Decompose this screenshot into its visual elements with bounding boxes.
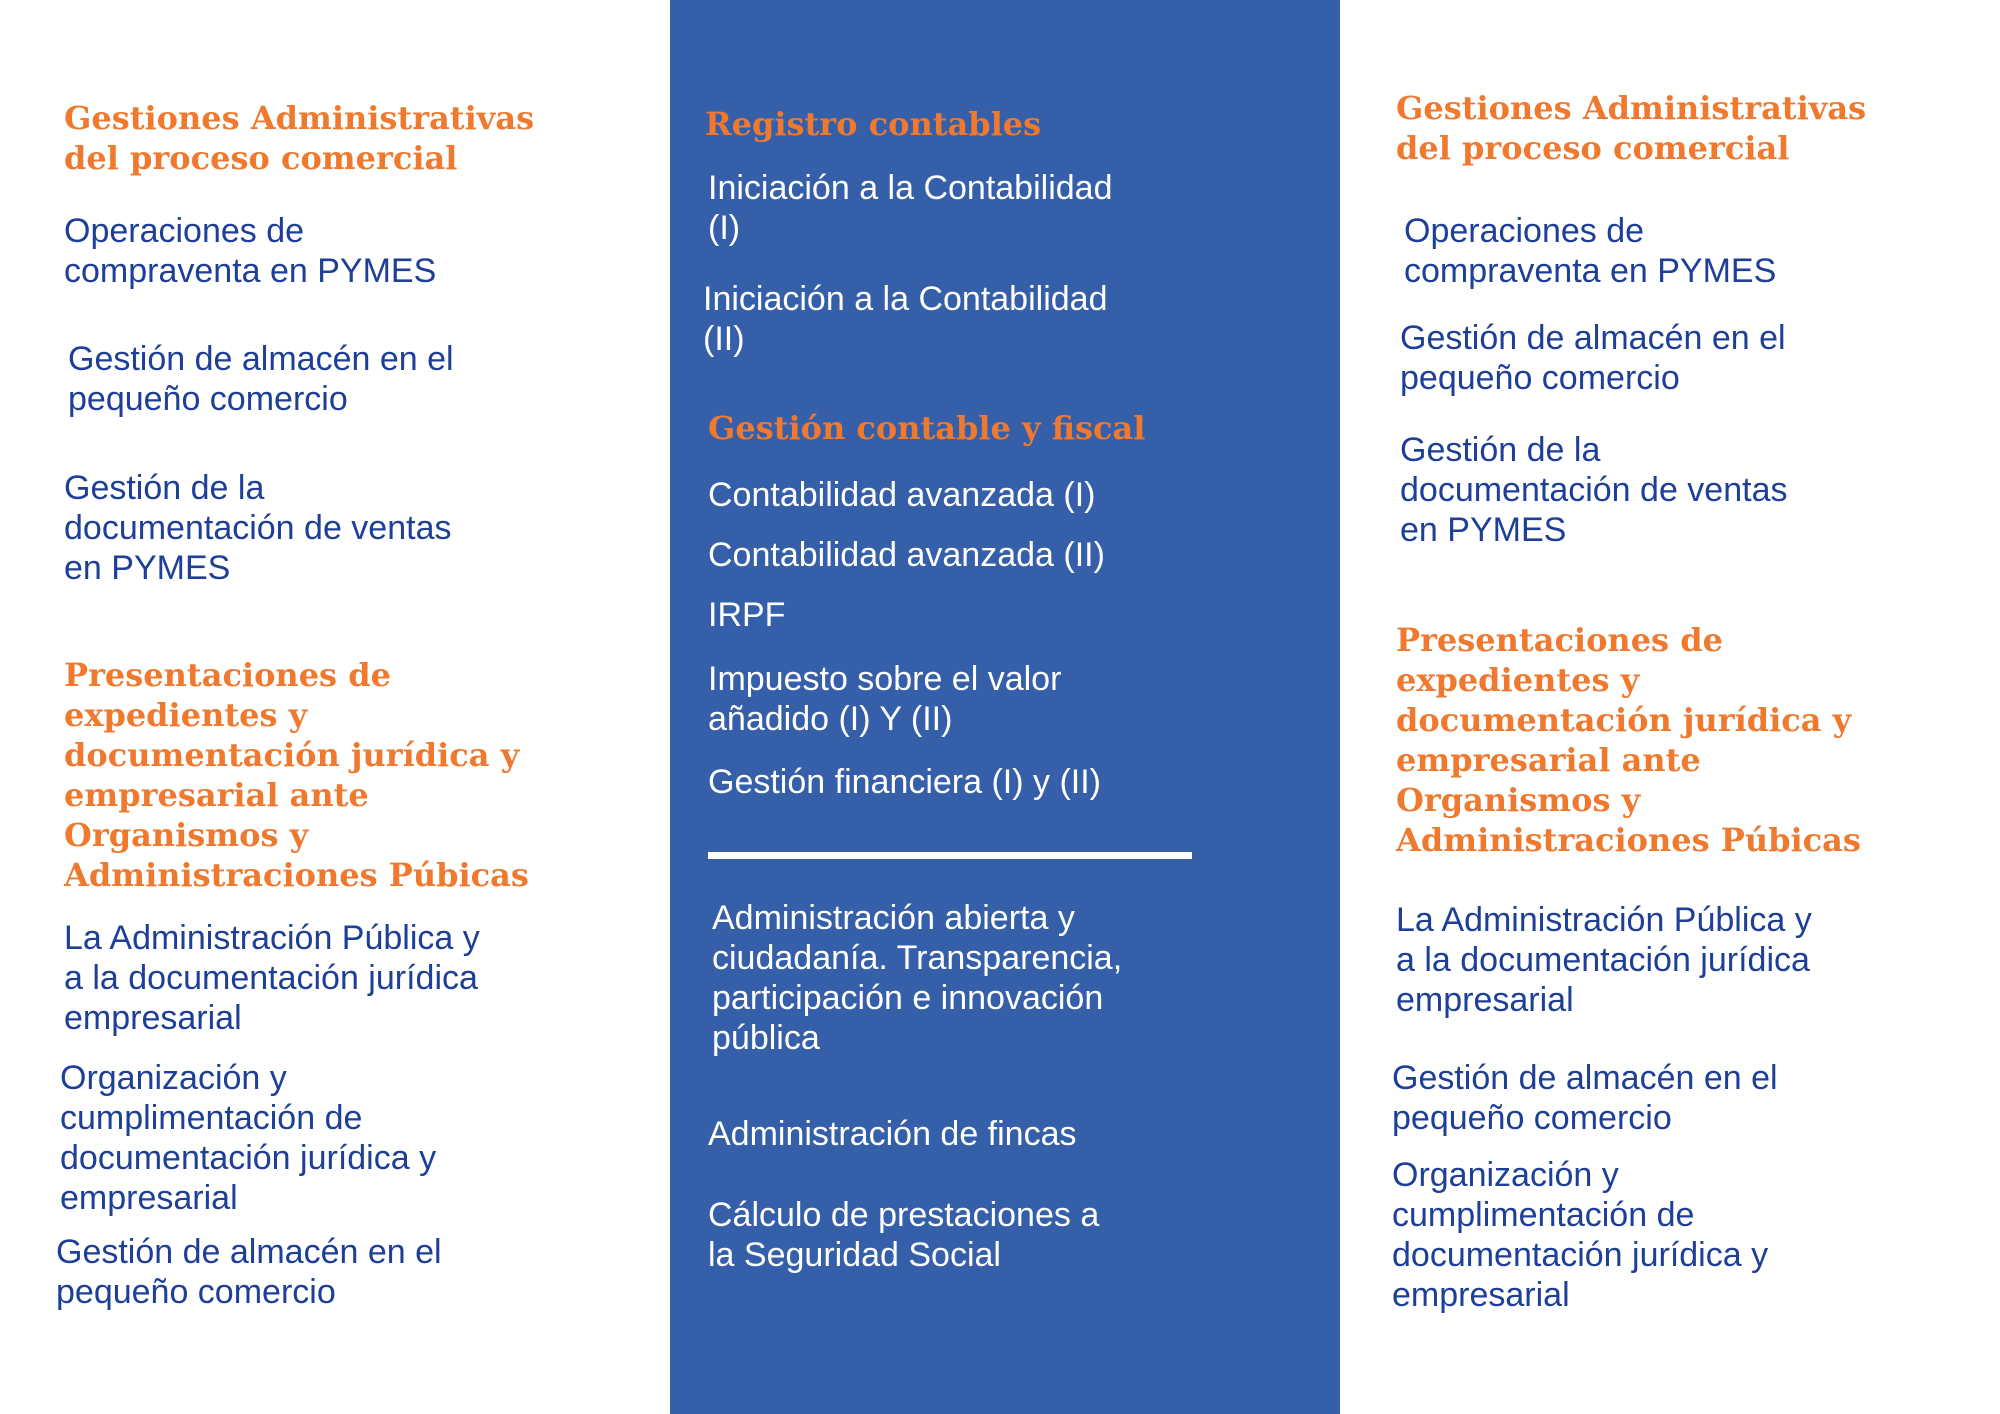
right-item-organizacion-cumplimentacion: Organización y cumplimentación de documentación jurídica y empresarial xyxy=(1392,1156,1769,1314)
center-item-administracion-fincas: Administración de fincas xyxy=(708,1115,1077,1153)
right-item-gestion-almacen: Gestión de almacén en el pequeño comercio xyxy=(1400,319,1786,397)
section-divider xyxy=(708,852,1192,859)
center-heading-registro-contables: Registro contables xyxy=(705,105,1042,143)
left-item-gestion-almacen-2: Gestión de almacén en el pequeño comercio xyxy=(56,1233,442,1311)
center-item-contabilidad-1: Iniciación a la Contabilidad (I) xyxy=(708,169,1113,247)
right-item-gestion-almacen-2: Gestión de almacén en el pequeño comercio xyxy=(1392,1059,1778,1137)
right-heading-gestiones-administrativas: Gestiones Administrativas del proceso comercial xyxy=(1396,89,1867,167)
center-item-gestion-financiera: Gestión financiera (I) y (II) xyxy=(708,763,1102,801)
center-item-contabilidad-avanzada-2: Contabilidad avanzada (II) xyxy=(708,536,1105,574)
center-heading-gestion-contable-fiscal: Gestión contable y fiscal xyxy=(708,409,1146,447)
left-heading-presentaciones-expedientes: Presentaciones de expedientes y documentación jurídica y empresarial ante Organismos y Administraciones Púbicas xyxy=(64,656,529,894)
left-item-operaciones-compraventa: Operaciones de compraventa en PYMES xyxy=(64,212,437,290)
center-item-contabilidad-avanzada-1: Contabilidad avanzada (I) xyxy=(708,476,1096,514)
center-item-contabilidad-2: Iniciación a la Contabilidad (II) xyxy=(703,280,1108,358)
center-item-iva: Impuesto sobre el valor añadido (I) Y (II) xyxy=(708,660,1062,738)
right-item-documentacion-ventas: Gestión de la documentación de ventas en PYMES xyxy=(1400,431,1788,549)
right-item-administracion-publica: La Administración Pública y a la documentación jurídica empresarial xyxy=(1396,901,1812,1019)
left-item-organizacion-cumplimentacion: Organización y cumplimentación de documentación jurídica y empresarial xyxy=(60,1059,437,1217)
center-item-administracion-abierta: Administración abierta y ciudadanía. Transparencia, participación e innovación pública xyxy=(712,899,1123,1057)
left-heading-gestiones-administrativas: Gestiones Administrativas del proceso comercial xyxy=(64,99,535,177)
right-item-operaciones-compraventa: Operaciones de compraventa en PYMES xyxy=(1404,212,1777,290)
left-item-administracion-publica: La Administración Pública y a la documentación jurídica empresarial xyxy=(64,919,480,1037)
left-item-gestion-almacen: Gestión de almacén en el pequeño comercio xyxy=(68,340,454,418)
center-item-seguridad-social: Cálculo de prestaciones a la Seguridad Social xyxy=(708,1196,1100,1274)
center-item-irpf: IRPF xyxy=(708,596,786,634)
right-heading-presentaciones-expedientes: Presentaciones de expedientes y documentación jurídica y empresarial ante Organismos y Administraciones Púbicas xyxy=(1396,621,1861,859)
left-item-documentacion-ventas: Gestión de la documentación de ventas en PYMES xyxy=(64,469,452,587)
